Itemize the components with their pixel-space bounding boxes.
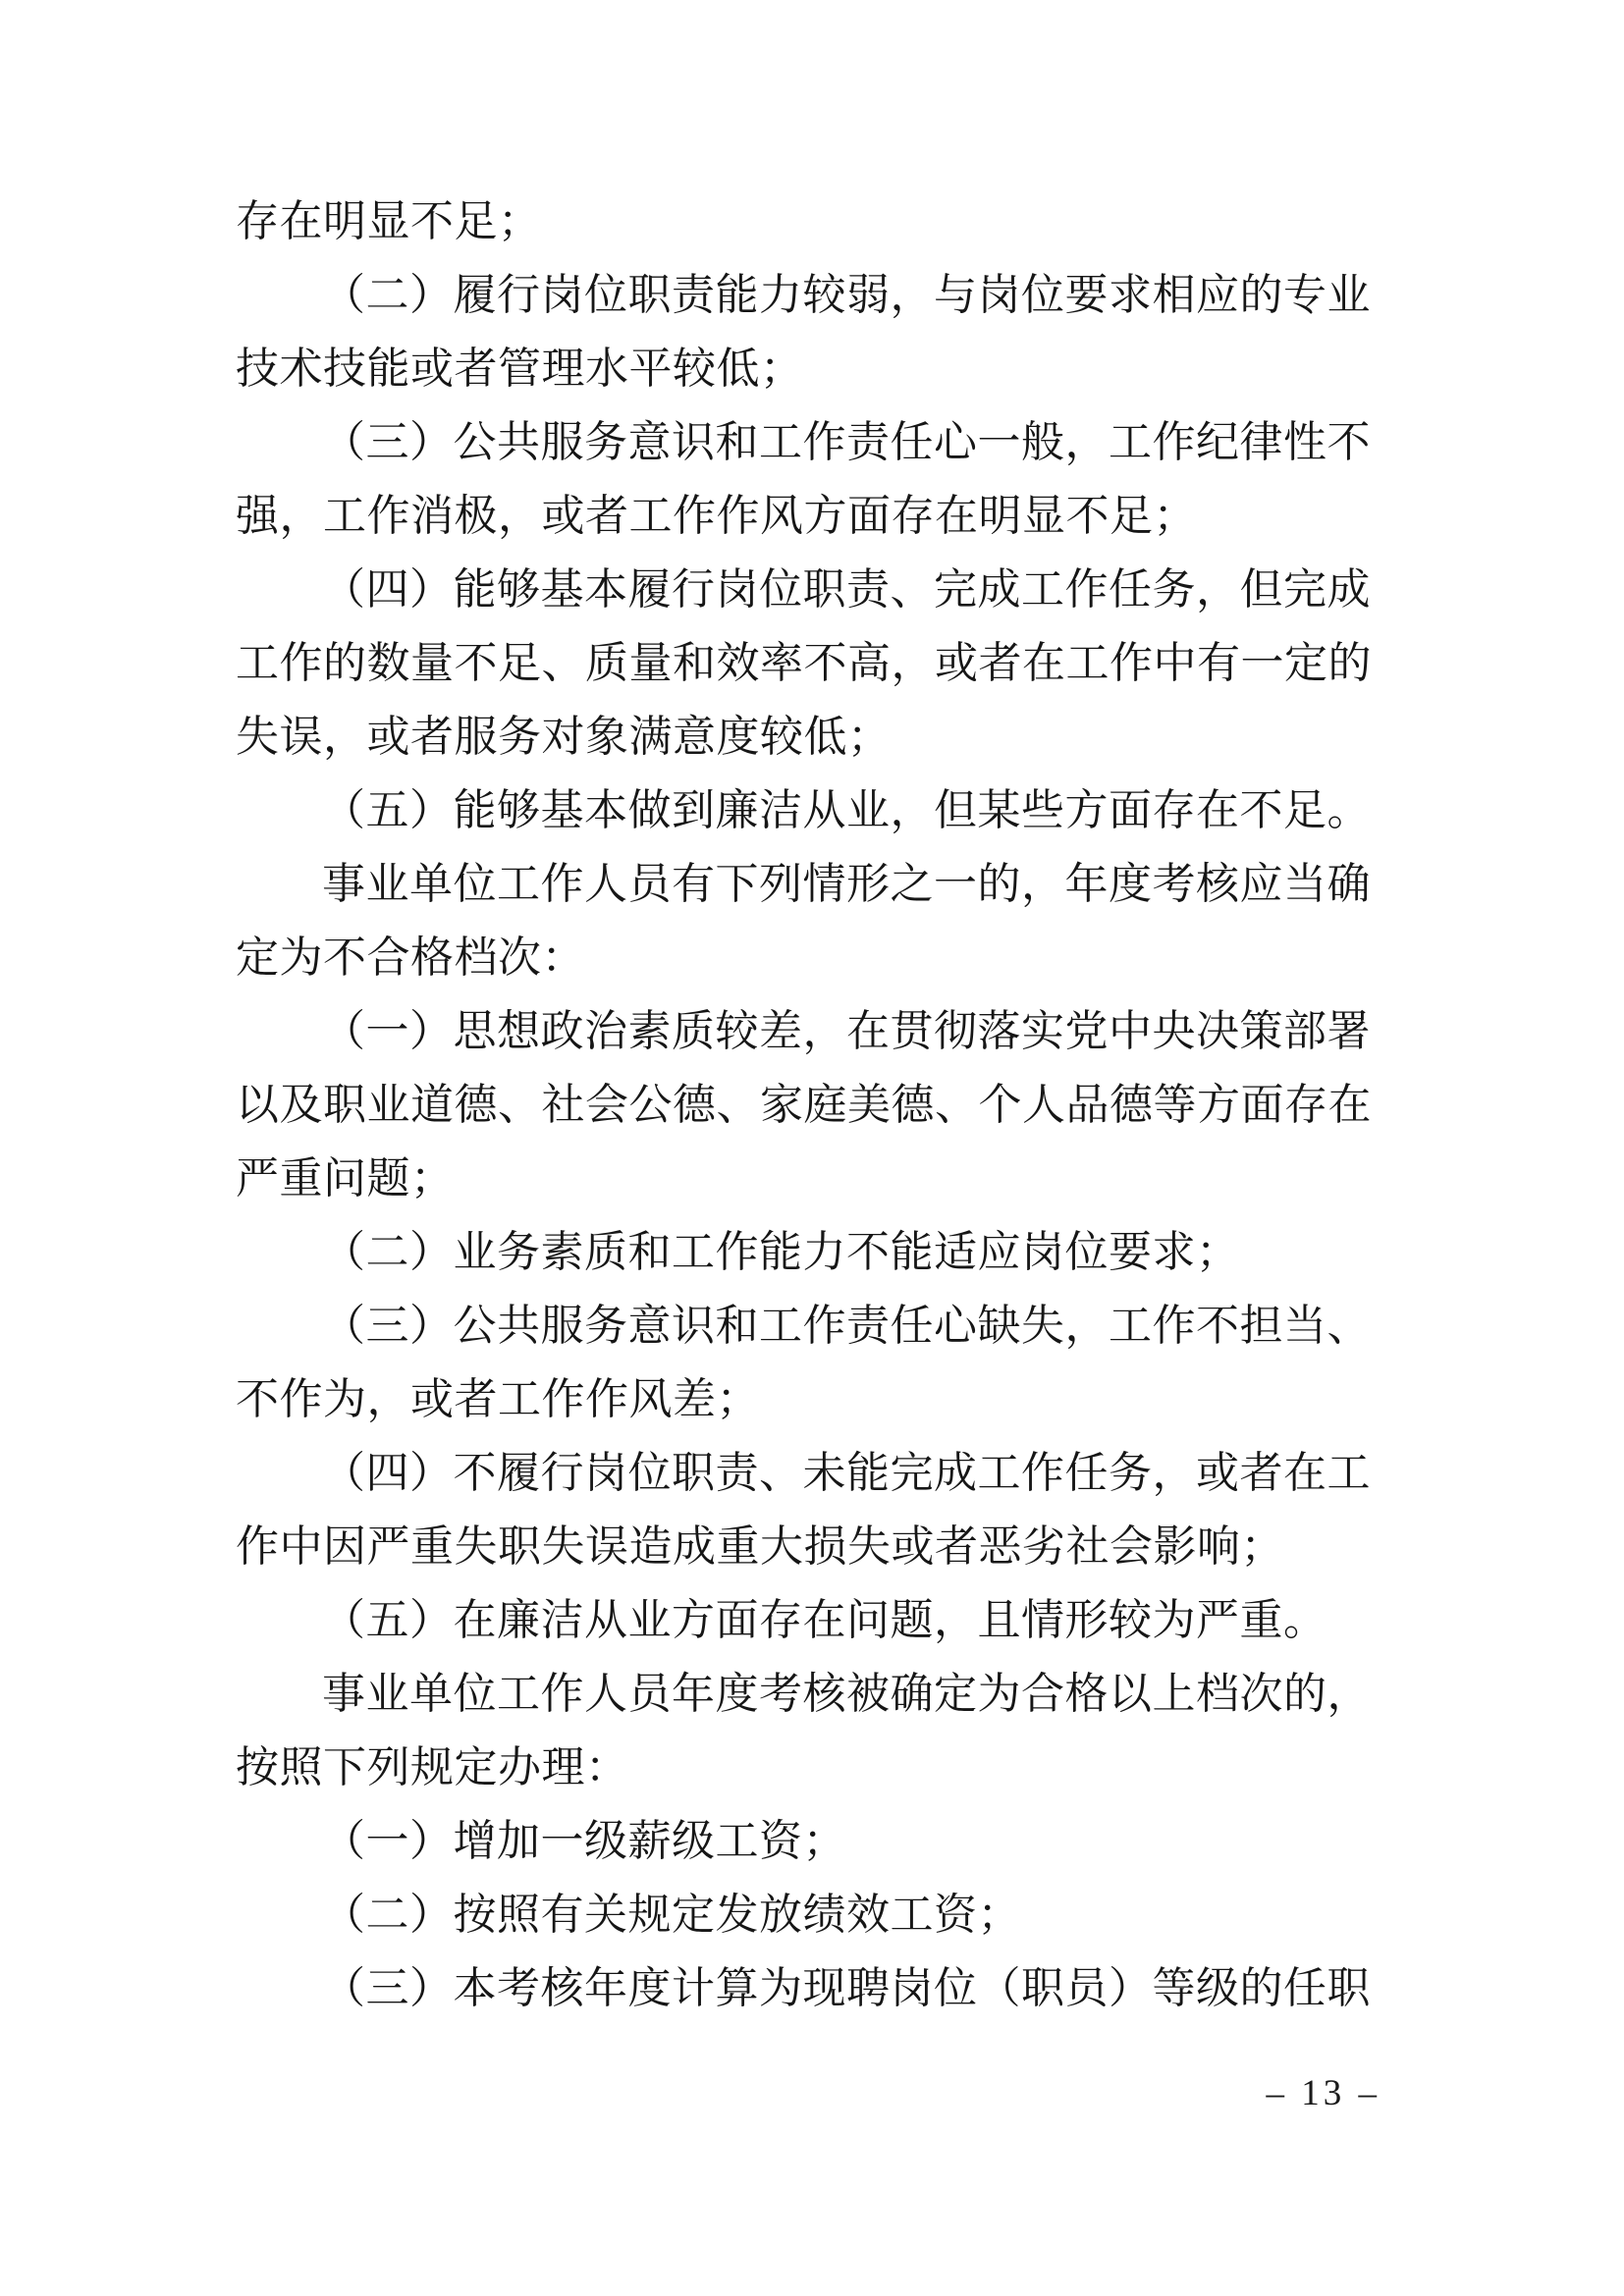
text-line: 事业单位工作人员年度考核被确定为合格以上档次的， (322, 1670, 1371, 1718)
text-line: （五）在廉洁从业方面存在问题，且情形较为严重。 (322, 1596, 1327, 1644)
text-line: （三）公共服务意识和工作责任心一般，工作纪律性不 (322, 418, 1371, 466)
page-number: – 13 – (1266, 2073, 1380, 2113)
text-line: 按照下列规定办理： (236, 1743, 629, 1791)
text-line: （三）本考核年度计算为现聘岗位（职员）等级的任职 (322, 1964, 1371, 2012)
text-line: （四）不履行岗位职责、未能完成工作任务，或者在工 (322, 1449, 1371, 1497)
text-line: 不作为，或者工作作风差； (236, 1375, 760, 1423)
text-line: （一）增加一级薪级工资； (322, 1817, 846, 1865)
text-line: （二）按照有关规定发放绩效工资； (322, 1891, 1021, 1939)
text-line: （二）履行岗位职责能力较弱，与岗位要求相应的专业 (322, 271, 1371, 319)
text-line: 严重问题； (236, 1154, 455, 1202)
text-line: 定为不合格档次： (236, 934, 585, 982)
text-line: （五）能够基本做到廉洁从业，但某些方面存在不足。 (322, 786, 1371, 834)
document-body (236, 185, 1380, 2025)
text-line: 工作的数量不足、质量和效率不高，或者在工作中有一定的 (236, 639, 1372, 687)
text-line: （四）能够基本履行岗位职责、完成工作任务，但完成 (322, 565, 1371, 614)
text-line: 事业单位工作人员有下列情形之一的，年度考核应当确 (322, 860, 1371, 908)
text-line: 作中因严重失职失误造成重大损失或者恶劣社会影响； (236, 1522, 1284, 1571)
text-line: （二）业务素质和工作能力不能适应岗位要求； (322, 1228, 1240, 1276)
text-line: （一）思想政治素质较差，在贯彻落实党中央决策部署 (322, 1007, 1371, 1055)
text-line: （三）公共服务意识和工作责任心缺失，工作不担当、 (322, 1302, 1371, 1350)
text-line: 失误，或者服务对象满意度较低； (236, 713, 892, 761)
text-line: 以及职业道德、社会公德、家庭美德、个人品德等方面存在 (236, 1081, 1372, 1129)
text-line: 技术技能或者管理水平较低； (236, 345, 804, 393)
text-line: 存在明显不足； (236, 197, 542, 245)
text-line: 强，工作消极，或者工作作风方面存在明显不足； (236, 492, 1197, 540)
